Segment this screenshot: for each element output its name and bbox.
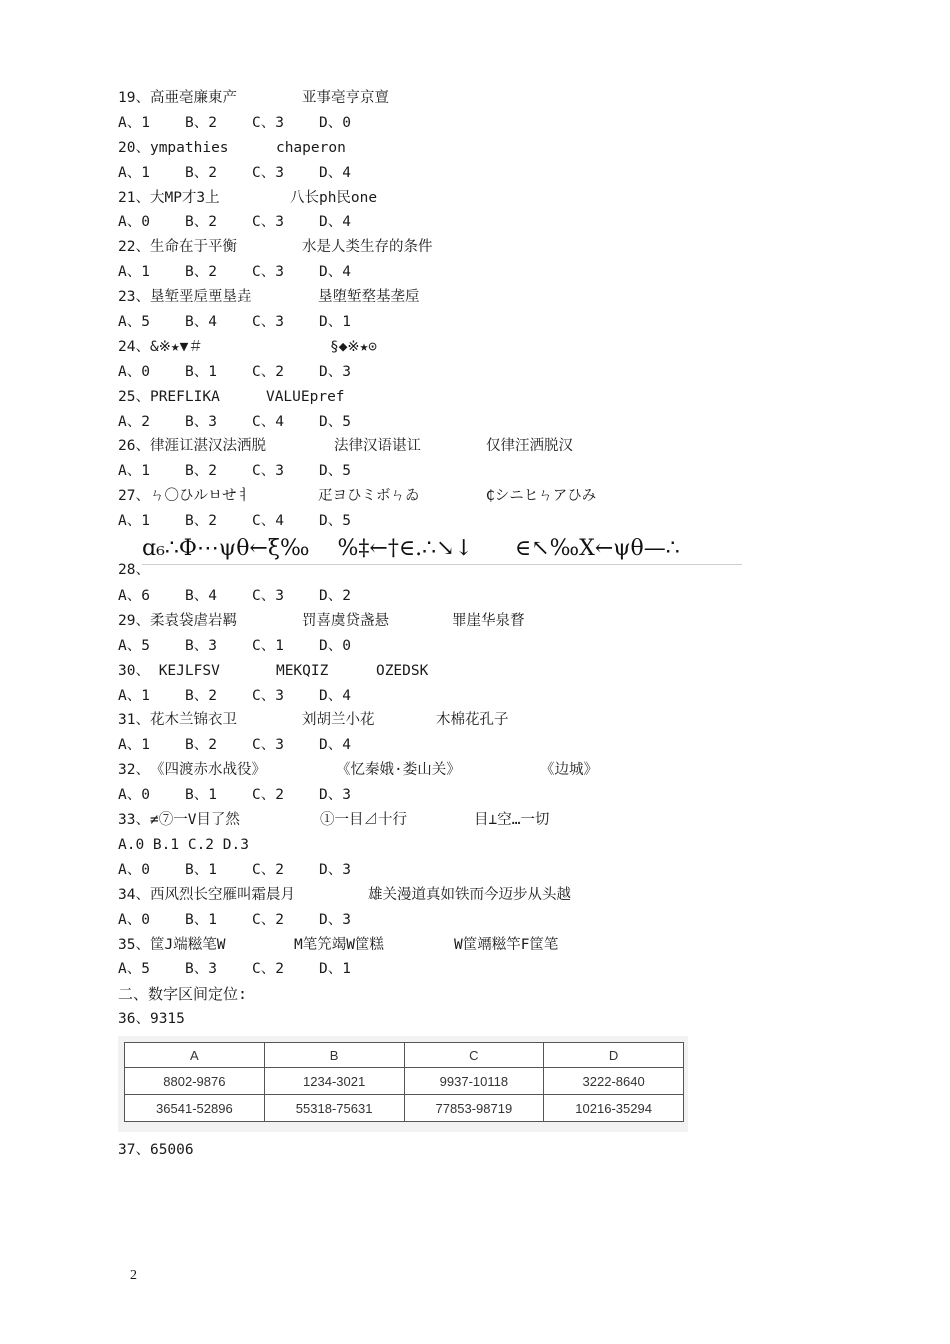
question-number: 31、	[118, 712, 150, 729]
option-a: A、1	[118, 264, 150, 281]
symbol-strip-image: ɑ₆∴Φ⋯ψθ←ξ‰ %‡←†∈.∴↘↓ ∈↖‰X←ψθ—∴	[142, 534, 742, 565]
question-32	[118, 758, 838, 783]
question-26	[118, 434, 838, 459]
option-c: C、4	[252, 413, 284, 430]
question-part: 雄关漫道真如铁而今迈步从头越	[367, 886, 571, 903]
question-number: 29、	[118, 612, 150, 629]
question-part: 罚喜虞贷盏悬	[301, 612, 389, 629]
question-part: 律涯讧湛汉法洒脱	[149, 438, 266, 455]
options-24	[118, 360, 838, 385]
question-part: 目⊥空…一切	[473, 812, 550, 829]
table-cell: 8802-9876	[125, 1068, 265, 1095]
option-c: C、3	[252, 737, 284, 754]
option-d: D、4	[319, 214, 351, 231]
option-a: A、1	[118, 737, 150, 754]
option-c: C、3	[252, 214, 284, 231]
options-30	[118, 684, 838, 709]
option-a: A、0	[118, 214, 150, 231]
options-20	[118, 161, 838, 186]
option-a: A、6	[118, 588, 150, 605]
question-35	[118, 933, 838, 958]
option-b: B、1	[185, 861, 217, 878]
option-c: C、3	[252, 164, 284, 181]
question-24	[118, 335, 838, 360]
question-number: 20、	[118, 139, 150, 156]
option-b: B、1	[185, 911, 217, 928]
question-number: 21、	[118, 189, 150, 206]
option-a: A、0	[118, 861, 150, 878]
option-c: C、2	[252, 911, 284, 928]
option-a: A、5	[118, 314, 150, 331]
options-25	[118, 410, 838, 435]
question-37: 37、65006	[118, 1142, 194, 1159]
option-d: D、5	[319, 513, 351, 530]
table-cell: 36541-52896	[125, 1095, 265, 1122]
header-cell: A	[125, 1043, 265, 1068]
question-part: 疋ヨひミボㄣゐ	[317, 488, 420, 505]
question-part: 木棉花孔子	[435, 712, 509, 729]
question-31	[118, 708, 838, 733]
question-part: 刘胡兰小花	[301, 712, 375, 729]
question-part: 罪崖华泉瞀	[451, 612, 525, 629]
question-part: ≠⑦一V目了然	[149, 812, 240, 829]
options-35	[118, 957, 838, 982]
question-number: 27、	[118, 488, 150, 505]
header-cell: C	[404, 1043, 544, 1068]
option-d: D、3	[319, 911, 351, 928]
option-b: B、2	[185, 513, 217, 530]
question-part: PREFLIKA	[149, 388, 220, 405]
question-part: 《四渡赤水战役》	[149, 762, 266, 779]
option-a: A、0	[118, 911, 150, 928]
option-a: A、2	[118, 413, 150, 430]
question-33	[118, 808, 838, 833]
options-27	[118, 509, 838, 534]
option-d: D、3	[319, 861, 351, 878]
option-b: B、4	[185, 588, 217, 605]
range-table	[124, 1042, 684, 1122]
question-36: 36、9315	[118, 1011, 185, 1028]
option-b: B、2	[185, 264, 217, 281]
option-a: A、1	[118, 114, 150, 131]
option-c: C、1	[252, 637, 284, 654]
question-part: 垦堕堑堥基垄垕	[317, 289, 420, 306]
question-part: 高亜亳廉東产	[149, 90, 237, 106]
question-part: ympathies	[149, 139, 229, 156]
question-number: 33、	[118, 812, 150, 829]
question-part: 大MP才3上	[149, 189, 220, 206]
question-27	[118, 484, 838, 509]
options-32	[118, 783, 838, 808]
option-c: C、4	[252, 513, 284, 530]
option-c: C、3	[252, 314, 284, 331]
option-b: B、1	[185, 787, 217, 804]
question-part: chaperon	[275, 139, 346, 156]
question-part: §◆※★⊙	[329, 338, 378, 355]
question-part: ₵シニヒㄣアひみ	[485, 488, 597, 505]
option-b: B、3	[185, 413, 217, 430]
question-number: 24、	[118, 338, 150, 355]
question-part: 垦堑垩垕垔垦垚	[149, 289, 252, 306]
question-23	[118, 285, 838, 310]
question-number: 34、	[118, 886, 150, 903]
range-table-image	[118, 1036, 688, 1132]
table-cell: 3222-8640	[544, 1068, 684, 1095]
option-b: B、3	[185, 961, 217, 978]
option-c: C、2	[252, 363, 284, 380]
question-list	[118, 86, 838, 1163]
option-b: B、4	[185, 314, 217, 331]
question-part: MEKQIZ	[275, 662, 329, 679]
option-c: C、3	[252, 463, 284, 480]
options-33	[118, 858, 838, 883]
question-34	[118, 883, 838, 908]
table-cell: 1234-3021	[264, 1068, 404, 1095]
option-a: A、5	[118, 961, 150, 978]
option-c: C、3	[252, 588, 284, 605]
question-part: 亚事亳亨京亶	[301, 90, 389, 106]
option-d: D、0	[319, 637, 351, 654]
question-part: 八长ph民one	[289, 189, 378, 206]
option-a: A、1	[118, 687, 150, 704]
option-a: A、1	[118, 463, 150, 480]
question-25	[118, 385, 838, 410]
option-a: A、0	[118, 363, 150, 380]
question-part: 花木兰锦衣卫	[149, 712, 237, 729]
option-c: C、2	[252, 861, 284, 878]
table-cell: 77853-98719	[404, 1095, 544, 1122]
option-d: D、4	[319, 737, 351, 754]
question-number: 28、	[118, 562, 150, 579]
option-b: B、2	[185, 114, 217, 131]
options-22	[118, 260, 838, 285]
question-part: KEJLFSV	[149, 662, 220, 679]
option-b: B、2	[185, 164, 217, 181]
table-header-row	[125, 1043, 684, 1068]
options-28	[118, 584, 838, 609]
option-c: C、3	[252, 264, 284, 281]
options-29	[118, 634, 838, 659]
option-b: B、1	[185, 363, 217, 380]
question-part: 西风烈长空雁叫霜晨月	[149, 886, 295, 903]
question-28	[118, 534, 838, 584]
option-d: D、4	[319, 687, 351, 704]
option-b: B、3	[185, 637, 217, 654]
question-part: 法律汉语谌讧	[333, 438, 421, 455]
option-b: B、2	[185, 463, 217, 480]
options-21	[118, 210, 838, 235]
question-part: ㄣ〇ひルㅂせㅕ	[149, 488, 251, 505]
question-number: 35、	[118, 936, 150, 953]
question-number: 19、	[118, 90, 150, 106]
question-part: VALUEpref	[265, 388, 345, 405]
header-cell: B	[264, 1043, 404, 1068]
question-part: 生命在于平衡	[149, 239, 237, 256]
option-d: D、0	[319, 114, 351, 131]
option-c: C、2	[252, 961, 284, 978]
table-row	[125, 1068, 684, 1095]
question-30	[118, 659, 838, 684]
question-29	[118, 609, 838, 634]
option-a: A、1	[118, 164, 150, 181]
question-21	[118, 186, 838, 211]
option-d: D、5	[319, 463, 351, 480]
question-part: 筐J端糍笔W	[149, 936, 226, 953]
question-part: M笔笐竭W筐糕	[293, 936, 384, 953]
table-row	[125, 1095, 684, 1122]
options-19	[118, 111, 838, 136]
option-d: D、1	[319, 314, 351, 331]
table-cell: 9937-10118	[404, 1068, 544, 1095]
option-a: A、1	[118, 513, 150, 530]
question-part: OZEDSK	[375, 662, 429, 679]
option-d: D、4	[319, 264, 351, 281]
option-b: B、2	[185, 687, 217, 704]
section-title: 二、数字区间定位:	[118, 985, 248, 1004]
question-20	[118, 136, 838, 161]
question-part: &※★▼＃	[149, 338, 203, 355]
question-part: 柔袁袋虐岩羁	[149, 612, 237, 629]
question-number: 23、	[118, 289, 150, 306]
option-c: C、3	[252, 114, 284, 131]
options-31	[118, 733, 838, 758]
option-c: C、3	[252, 687, 284, 704]
table-cell: 55318-75631	[264, 1095, 404, 1122]
option-a: A、5	[118, 637, 150, 654]
question-number: 32、	[118, 762, 150, 779]
question-part: 《忆秦娥·娄山关》	[335, 762, 461, 779]
option-a: A、0	[118, 787, 150, 804]
question-number: 30、	[118, 662, 150, 679]
question-part: 《边城》	[539, 762, 598, 779]
question-22	[118, 235, 838, 260]
question-19	[118, 86, 838, 111]
question-number: 26、	[118, 438, 150, 455]
option-c: C、2	[252, 787, 284, 804]
options-34	[118, 908, 838, 933]
page-number: 2	[130, 1268, 137, 1283]
question-part: ①一目⊿十行	[319, 812, 407, 829]
option-d: D、3	[319, 363, 351, 380]
option-b: B、2	[185, 214, 217, 231]
options-23	[118, 310, 838, 335]
question-part: 水是人类生存的条件	[301, 239, 433, 256]
options-26	[118, 459, 838, 484]
question-part: 仅律汪洒脱汉	[485, 438, 573, 455]
question-part: W筐竵糍竿F筐笔	[453, 936, 559, 953]
option-d: D、1	[319, 961, 351, 978]
options-33-alt: A.0 B.1 C.2 D.3	[118, 836, 249, 853]
option-d: D、3	[319, 787, 351, 804]
question-number: 25、	[118, 388, 150, 405]
question-number: 22、	[118, 239, 150, 256]
option-d: D、5	[319, 413, 351, 430]
option-d: D、4	[319, 164, 351, 181]
option-d: D、2	[319, 588, 351, 605]
table-cell: 10216-35294	[544, 1095, 684, 1122]
option-b: B、2	[185, 737, 217, 754]
header-cell: D	[544, 1043, 684, 1068]
